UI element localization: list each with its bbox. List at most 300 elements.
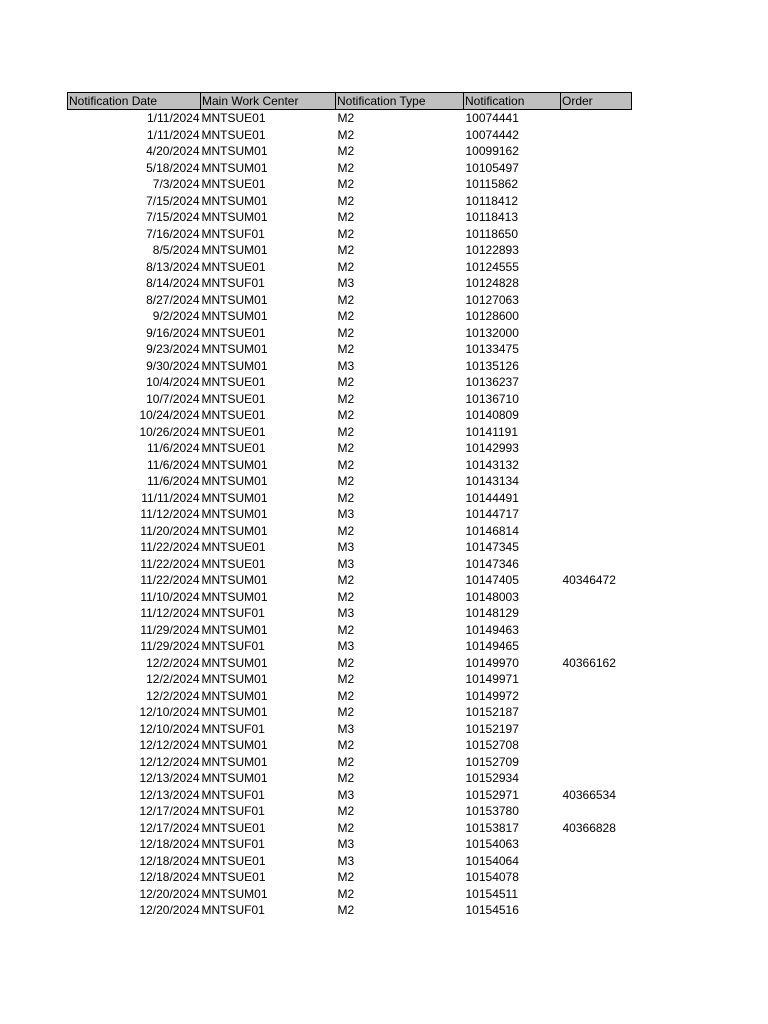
header-order: Order xyxy=(561,93,632,110)
main-work-center-cell: MNTSUE01 xyxy=(201,127,266,142)
notification-date-cell: 11/12/2024 xyxy=(140,507,200,521)
notification-date-cell: 12/17/2024 xyxy=(139,820,200,835)
notification-type-cell: M2 xyxy=(337,243,355,257)
notification-date-cell: 12/18/2024 xyxy=(139,837,200,851)
main-work-center-cell: MNTSUF01 xyxy=(201,903,265,917)
notification-type-cell: M2 xyxy=(337,457,355,472)
header-notification-type: Notification Type xyxy=(336,93,464,110)
order-cell xyxy=(561,688,632,705)
order-cell xyxy=(561,176,632,193)
order-cell xyxy=(561,671,632,688)
notification-date-cell: 12/12/2024 xyxy=(139,738,200,752)
notification-cell: 10152197 xyxy=(465,721,519,736)
notification-type-cell: M3 xyxy=(337,787,355,802)
notification-date-cell: 12/20/2024 xyxy=(139,903,200,917)
main-work-center-cell: MNTSUM01 xyxy=(201,622,268,637)
order-cell xyxy=(561,160,632,177)
notification-type-cell: M2 xyxy=(337,738,355,752)
main-work-center-cell: MNTSUM01 xyxy=(201,309,268,323)
order-cell xyxy=(561,242,632,259)
main-work-center-cell: MNTSUE01 xyxy=(201,870,266,884)
notification-date-cell: 12/12/2024 xyxy=(139,754,200,769)
table-row xyxy=(68,457,632,474)
notification-date-cell: 1/11/2024 xyxy=(147,127,200,142)
notification-date-cell: 11/6/2024 xyxy=(147,441,200,455)
notification-cell: 10144717 xyxy=(465,507,519,521)
table-row xyxy=(68,589,632,606)
notification-type-cell: M3 xyxy=(337,358,355,373)
notification-cell: 10118650 xyxy=(465,226,518,241)
main-work-center-cell: MNTSUM01 xyxy=(201,342,268,356)
notification-type-cell: M2 xyxy=(337,127,355,142)
table-row xyxy=(68,869,632,886)
table-row xyxy=(68,242,632,259)
notification-cell: 10146814 xyxy=(465,523,519,538)
table-row xyxy=(68,424,632,441)
notification-date-cell: 11/6/2024 xyxy=(147,457,200,472)
notification-date-cell: 12/13/2024 xyxy=(139,771,200,785)
notification-cell: 10154064 xyxy=(465,853,519,868)
order-cell xyxy=(561,325,632,342)
notification-cell: 10143134 xyxy=(465,474,519,488)
main-work-center-cell: MNTSUF01 xyxy=(201,721,265,736)
main-work-center-cell: MNTSUE01 xyxy=(201,111,266,125)
order-cell xyxy=(561,704,632,721)
table-row xyxy=(68,523,632,540)
notification-type-cell: M2 xyxy=(337,771,355,785)
notification-cell: 10152709 xyxy=(465,754,519,769)
order-cell xyxy=(561,259,632,276)
main-work-center-cell: MNTSUF01 xyxy=(201,804,265,818)
table-row xyxy=(68,374,632,391)
notification-cell: 10152187 xyxy=(465,705,519,719)
table-row xyxy=(68,803,632,820)
notification-type-cell: M2 xyxy=(337,309,355,323)
main-work-center-cell: MNTSUM01 xyxy=(201,688,268,703)
notification-type-cell: M2 xyxy=(337,705,355,719)
table-row xyxy=(68,638,632,655)
table-row xyxy=(68,770,632,787)
notification-type-cell: M2 xyxy=(337,754,355,769)
order-cell xyxy=(561,308,632,325)
main-work-center-cell: MNTSUF01 xyxy=(201,606,265,620)
order-cell xyxy=(561,209,632,226)
table-row xyxy=(68,259,632,276)
notification-cell: 10149463 xyxy=(465,622,519,637)
main-work-center-cell: MNTSUM01 xyxy=(201,886,268,901)
notification-cell: 10154511 xyxy=(465,886,518,901)
table-row xyxy=(68,506,632,523)
table-row xyxy=(68,622,632,639)
notification-cell: 10118413 xyxy=(465,210,518,224)
table-row xyxy=(68,160,632,177)
order-cell xyxy=(561,391,632,408)
order-cell xyxy=(561,523,632,540)
main-work-center-cell: MNTSUE01 xyxy=(201,820,266,835)
notification-type-cell: M2 xyxy=(337,259,355,274)
main-work-center-cell: MNTSUM01 xyxy=(201,160,268,175)
notification-type-cell: M2 xyxy=(337,111,355,125)
order-cell xyxy=(561,506,632,523)
notification-date-cell: 1/11/2024 xyxy=(147,111,200,125)
table-row xyxy=(68,209,632,226)
notification-type-cell: M2 xyxy=(337,672,355,686)
table-row xyxy=(68,127,632,144)
notification-cell: 10148129 xyxy=(465,606,519,620)
notification-cell: 10141191 xyxy=(465,424,518,439)
notification-cell: 10132000 xyxy=(465,325,519,340)
order-cell xyxy=(561,457,632,474)
notification-date-cell: 11/22/2024 xyxy=(140,556,200,571)
notification-type-cell: M3 xyxy=(337,721,355,736)
order-cell xyxy=(561,407,632,424)
main-work-center-cell: MNTSUE01 xyxy=(201,391,266,406)
main-work-center-cell: MNTSUM01 xyxy=(201,490,268,505)
notification-cell: 10153817 xyxy=(465,820,519,835)
notification-type-cell: M2 xyxy=(337,622,355,637)
main-work-center-cell: MNTSUF01 xyxy=(201,837,265,851)
notification-cell: 10124828 xyxy=(465,276,519,290)
notification-type-cell: M2 xyxy=(337,292,355,307)
table-row xyxy=(68,787,632,804)
main-work-center-cell: MNTSUM01 xyxy=(201,243,268,257)
notification-date-cell: 11/22/2024 xyxy=(140,540,200,554)
notification-type-cell: M2 xyxy=(337,474,355,488)
notification-date-cell: 11/29/2024 xyxy=(140,622,200,637)
notification-date-cell: 12/17/2024 xyxy=(139,804,200,818)
notification-date-cell: 5/18/2024 xyxy=(146,160,200,175)
order-cell xyxy=(561,869,632,886)
notification-type-cell: M2 xyxy=(337,523,355,538)
notification-cell: 10154516 xyxy=(465,903,519,917)
table-body xyxy=(68,110,632,919)
notification-date-cell: 12/13/2024 xyxy=(139,787,200,802)
order-cell xyxy=(561,737,632,754)
main-work-center-cell: MNTSUE01 xyxy=(201,424,266,439)
notification-date-cell: 12/2/2024 xyxy=(146,672,200,686)
main-work-center-cell: MNTSUE01 xyxy=(201,375,266,389)
notification-type-cell: M3 xyxy=(337,853,355,868)
order-cell xyxy=(561,754,632,771)
order-cell xyxy=(561,341,632,358)
order-cell xyxy=(561,440,632,457)
order-cell: 40366534 xyxy=(562,787,616,802)
main-work-center-cell: MNTSUE01 xyxy=(201,853,266,868)
table-row xyxy=(68,176,632,193)
main-work-center-cell: MNTSUM01 xyxy=(201,507,268,521)
main-work-center-cell: MNTSUM01 xyxy=(201,358,268,373)
table-row xyxy=(68,688,632,705)
order-cell xyxy=(561,803,632,820)
table-row xyxy=(68,308,632,325)
notification-cell: 10149970 xyxy=(465,655,519,670)
header-notification: Notification xyxy=(464,93,561,110)
notification-date-cell: 4/20/2024 xyxy=(146,144,200,158)
notification-date-cell: 8/14/2024 xyxy=(146,276,200,290)
main-work-center-cell: MNTSUE01 xyxy=(201,540,266,554)
notification-cell: 10147405 xyxy=(465,573,519,587)
notification-cell: 10152971 xyxy=(465,787,519,802)
main-work-center-cell: MNTSUF01 xyxy=(201,226,265,241)
table-row xyxy=(68,275,632,292)
notification-cell: 10152934 xyxy=(465,771,519,785)
main-work-center-cell: MNTSUF01 xyxy=(201,276,265,290)
notification-date-cell: 9/2/2024 xyxy=(152,309,200,323)
notification-date-cell: 7/3/2024 xyxy=(152,177,200,191)
table-row xyxy=(68,407,632,424)
notification-date-cell: 10/26/2024 xyxy=(139,424,200,439)
notification-type-cell: M3 xyxy=(337,540,355,554)
notification-cell: 10154063 xyxy=(465,837,519,851)
order-cell xyxy=(561,374,632,391)
main-work-center-cell: MNTSUE01 xyxy=(201,259,266,274)
notification-type-cell: M3 xyxy=(337,556,355,571)
notification-cell: 10143132 xyxy=(465,457,519,472)
notification-type-cell: M3 xyxy=(337,276,355,290)
notification-type-cell: M2 xyxy=(337,655,355,670)
table-row xyxy=(68,886,632,903)
notification-date-cell: 11/11/2024 xyxy=(141,490,200,505)
notification-date-cell: 11/6/2024 xyxy=(147,474,200,488)
notification-type-cell: M2 xyxy=(337,160,355,175)
notification-date-cell: 8/13/2024 xyxy=(146,259,200,274)
notification-type-cell: M2 xyxy=(337,408,355,422)
notification-cell: 10099162 xyxy=(465,144,519,158)
main-work-center-cell: MNTSUE01 xyxy=(201,325,266,340)
notification-date-cell: 11/10/2024 xyxy=(140,589,200,604)
order-cell xyxy=(561,622,632,639)
notification-type-cell: M2 xyxy=(337,490,355,505)
notification-type-cell: M2 xyxy=(337,325,355,340)
order-cell: 40366828 xyxy=(562,820,616,835)
notification-date-cell: 7/15/2024 xyxy=(146,193,200,208)
main-work-center-cell: MNTSUM01 xyxy=(201,144,268,158)
notification-date-cell: 11/22/2024 xyxy=(140,573,200,587)
notification-cell: 10133475 xyxy=(465,342,519,356)
notification-date-cell: 7/15/2024 xyxy=(146,210,200,224)
notification-date-cell: 8/27/2024 xyxy=(146,292,200,307)
order-cell: 40346472 xyxy=(562,573,616,587)
table-row xyxy=(68,341,632,358)
notification-cell: 10122893 xyxy=(465,243,519,257)
notification-date-cell: 12/2/2024 xyxy=(146,688,200,703)
order-cell xyxy=(561,853,632,870)
notification-type-cell: M3 xyxy=(337,507,355,521)
notification-cell: 10144491 xyxy=(465,490,519,505)
main-work-center-cell: MNTSUM01 xyxy=(201,738,268,752)
order-cell xyxy=(561,836,632,853)
table-row xyxy=(68,704,632,721)
main-work-center-cell: MNTSUM01 xyxy=(201,672,268,686)
notification-type-cell: M2 xyxy=(337,144,355,158)
order-cell xyxy=(561,886,632,903)
table-row xyxy=(68,556,632,573)
table-row xyxy=(68,490,632,507)
notification-cell: 10153780 xyxy=(465,804,519,818)
main-work-center-cell: MNTSUE01 xyxy=(201,556,266,571)
notification-cell: 10147346 xyxy=(465,556,519,571)
notification-cell: 10152708 xyxy=(465,738,519,752)
notification-type-cell: M2 xyxy=(337,342,355,356)
notification-cell: 10128600 xyxy=(465,309,519,323)
notification-type-cell: M2 xyxy=(337,424,355,439)
order-cell xyxy=(561,902,632,919)
notification-date-cell: 12/10/2024 xyxy=(139,721,200,736)
main-work-center-cell: MNTSUM01 xyxy=(201,523,268,538)
notification-cell: 10124555 xyxy=(465,259,519,274)
notification-type-cell: M2 xyxy=(337,391,355,406)
notification-cell: 10142993 xyxy=(465,441,519,455)
notification-date-cell: 11/20/2024 xyxy=(140,523,200,538)
notification-date-cell: 10/7/2024 xyxy=(146,391,200,406)
table-row xyxy=(68,539,632,556)
notification-cell: 10115862 xyxy=(465,177,518,191)
notification-date-cell: 10/24/2024 xyxy=(139,408,200,422)
table-row xyxy=(68,655,632,672)
notification-cell: 10148003 xyxy=(465,589,519,604)
order-cell xyxy=(561,589,632,606)
header-row xyxy=(68,93,632,110)
notification-type-cell: M2 xyxy=(337,688,355,703)
main-work-center-cell: MNTSUM01 xyxy=(201,573,268,587)
notification-type-cell: M3 xyxy=(337,639,355,653)
notification-cell: 10136237 xyxy=(465,375,519,389)
main-work-center-cell: MNTSUE01 xyxy=(201,177,266,191)
order-cell xyxy=(561,143,632,160)
order-cell xyxy=(561,473,632,490)
table-row xyxy=(68,902,632,919)
table-row xyxy=(68,440,632,457)
header-main-work-center: Main Work Center xyxy=(201,93,336,110)
notification-date-cell: 7/16/2024 xyxy=(146,226,200,241)
notification-type-cell: M2 xyxy=(337,870,355,884)
order-cell xyxy=(561,275,632,292)
table-row xyxy=(68,737,632,754)
header-notification-date: Notification Date xyxy=(68,93,201,110)
notification-cell: 10118412 xyxy=(465,193,518,208)
notification-cell: 10074442 xyxy=(465,127,519,142)
notification-date-cell: 9/30/2024 xyxy=(146,358,200,373)
order-cell xyxy=(561,638,632,655)
notification-date-cell: 9/23/2024 xyxy=(146,342,200,356)
main-work-center-cell: MNTSUE01 xyxy=(201,441,266,455)
table-row xyxy=(68,226,632,243)
table-row xyxy=(68,358,632,375)
main-work-center-cell: MNTSUM01 xyxy=(201,705,268,719)
main-work-center-cell: MNTSUF01 xyxy=(201,787,265,802)
notification-cell: 10149465 xyxy=(465,639,519,653)
order-cell xyxy=(561,424,632,441)
notification-cell: 10147345 xyxy=(465,540,519,554)
order-cell xyxy=(561,193,632,210)
order-cell xyxy=(561,127,632,144)
notification-type-cell: M2 xyxy=(337,820,355,835)
notification-type-cell: M2 xyxy=(337,210,355,224)
notification-date-cell: 12/2/2024 xyxy=(146,655,200,670)
order-cell xyxy=(561,358,632,375)
notification-table xyxy=(67,92,632,919)
main-work-center-cell: MNTSUM01 xyxy=(201,771,268,785)
table-row xyxy=(68,473,632,490)
main-work-center-cell: MNTSUM01 xyxy=(201,589,268,604)
order-cell xyxy=(561,226,632,243)
notification-cell: 10136710 xyxy=(465,391,519,406)
main-work-center-cell: MNTSUM01 xyxy=(201,193,268,208)
order-cell xyxy=(561,110,632,127)
notification-cell: 10149972 xyxy=(465,688,519,703)
notification-type-cell: M2 xyxy=(337,589,355,604)
notification-type-cell: M3 xyxy=(337,837,355,851)
order-cell xyxy=(561,721,632,738)
notification-date-cell: 12/10/2024 xyxy=(139,705,200,719)
notification-date-cell: 11/12/2024 xyxy=(140,606,200,620)
notification-date-cell: 11/29/2024 xyxy=(140,639,200,653)
main-work-center-cell: MNTSUM01 xyxy=(201,292,268,307)
table-row xyxy=(68,193,632,210)
table-row xyxy=(68,110,632,127)
order-cell xyxy=(561,292,632,309)
notification-date-cell: 12/18/2024 xyxy=(139,870,200,884)
notification-date-cell: 12/18/2024 xyxy=(139,853,200,868)
notification-date-cell: 9/16/2024 xyxy=(146,325,200,340)
notification-type-cell: M2 xyxy=(337,903,355,917)
notification-type-cell: M2 xyxy=(337,804,355,818)
table-row xyxy=(68,391,632,408)
notification-date-cell: 8/5/2024 xyxy=(152,243,200,257)
main-work-center-cell: MNTSUF01 xyxy=(201,639,265,653)
table-row xyxy=(68,292,632,309)
notification-date-cell: 10/4/2024 xyxy=(146,375,200,389)
order-cell xyxy=(561,556,632,573)
notification-type-cell: M2 xyxy=(337,441,355,455)
order-cell: 40366162 xyxy=(562,655,616,670)
notification-type-cell: M2 xyxy=(337,193,355,208)
table-row xyxy=(68,853,632,870)
notification-cell: 10154078 xyxy=(465,870,519,884)
table-row xyxy=(68,325,632,342)
main-work-center-cell: MNTSUE01 xyxy=(201,408,266,422)
notification-cell: 10149971 xyxy=(465,672,519,686)
notification-date-cell: 12/20/2024 xyxy=(139,886,200,901)
order-cell xyxy=(561,605,632,622)
table-row xyxy=(68,605,632,622)
table-row xyxy=(68,721,632,738)
table-row xyxy=(68,143,632,160)
notification-type-cell: M2 xyxy=(337,886,355,901)
table-row xyxy=(68,671,632,688)
notification-cell: 10140809 xyxy=(465,408,519,422)
notification-type-cell: M3 xyxy=(337,606,355,620)
order-cell xyxy=(561,770,632,787)
notification-cell: 10127063 xyxy=(465,292,519,307)
order-cell xyxy=(561,539,632,556)
order-cell xyxy=(561,490,632,507)
main-work-center-cell: MNTSUM01 xyxy=(201,457,268,472)
notification-type-cell: M2 xyxy=(337,573,355,587)
table-row xyxy=(68,754,632,771)
main-work-center-cell: MNTSUM01 xyxy=(201,210,268,224)
table-row xyxy=(68,836,632,853)
table-row xyxy=(68,820,632,837)
notification-type-cell: M2 xyxy=(337,177,355,191)
table-row xyxy=(68,572,632,589)
notification-type-cell: M2 xyxy=(337,375,355,389)
main-work-center-cell: MNTSUM01 xyxy=(201,754,268,769)
notification-type-cell: M2 xyxy=(337,226,355,241)
notification-cell: 10105497 xyxy=(465,160,519,175)
notification-cell: 10074441 xyxy=(465,111,519,125)
notification-cell: 10135126 xyxy=(465,358,519,373)
